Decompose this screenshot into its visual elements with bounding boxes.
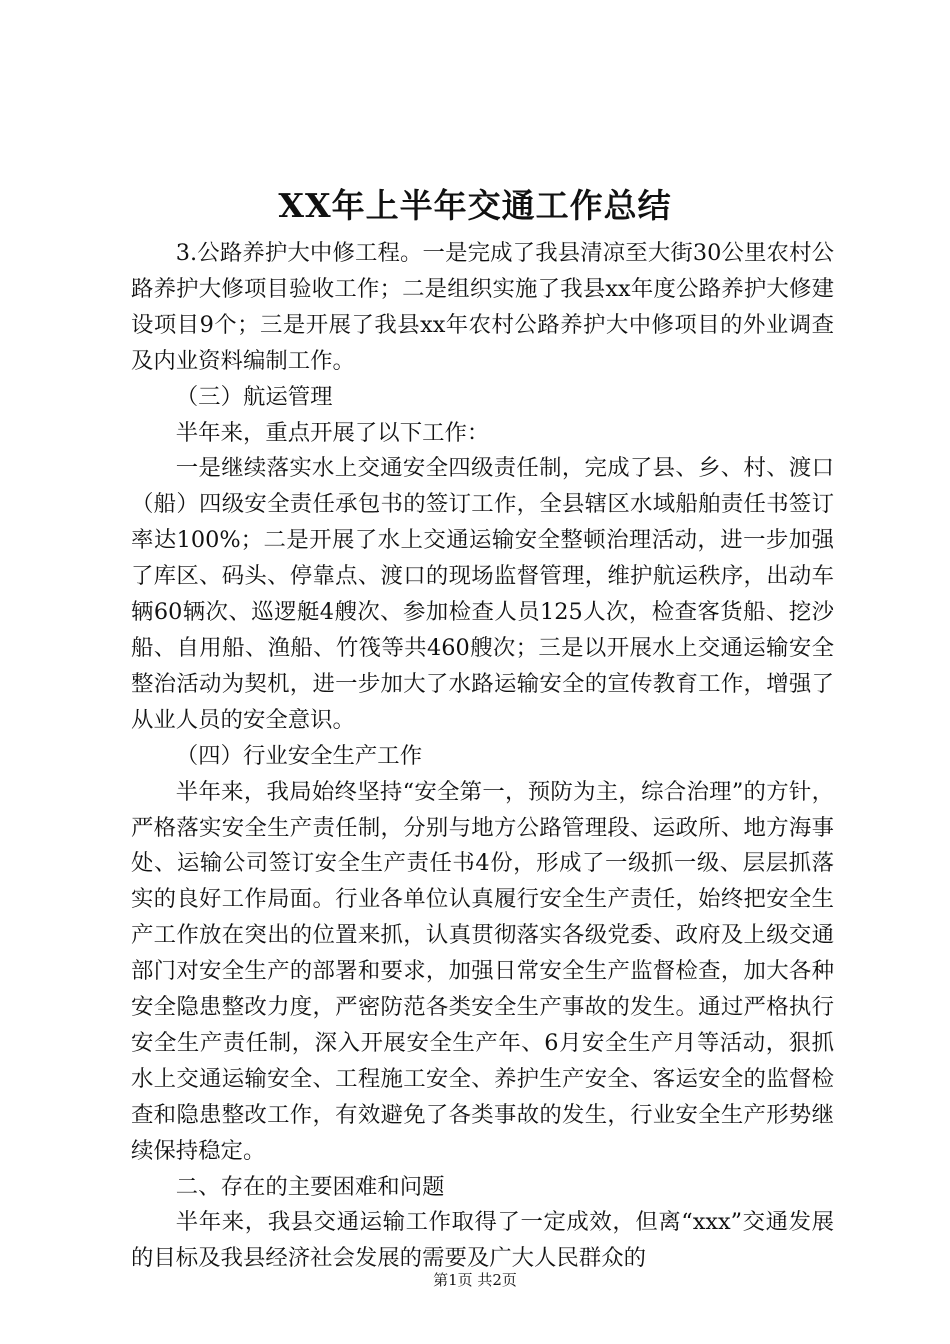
paragraph: 一是继续落实水上交通安全四级责任制，完成了县、乡、村、渡口（船）四级安全责任承包书的签订工作，全县辖区水域船舶责任书签订率达100%；二是开展了水上交通运输安全整顿治理活动，进一步加强了库区、码头、停靠点、渡口的现场监督管理，维护航运秩序，出动车辆60辆次、巡逻艇4艘次、参加检查人员125人次，检查客货船、挖沙船、自用船、渔船、竹筏等共460艘次；三是以开展水上交通运输安全整治活动为契机，进一步加大了水路运输安全的宣传教育工作，增强了从业人员的安全意识。 [131,455,834,733]
section-heading: （三）航运管理 [175,383,333,410]
paragraph: 半年来，我县交通运输工作取得了一定成效，但离“xxx”交通发展的目标及我县经济社会发展的需要及广大人民群众的 [131,1209,834,1272]
document-title: XX年上半年交通工作总结 [278,186,672,225]
document-body [131,236,834,1277]
section-heading: （四）行业安全生产工作 [175,742,423,769]
section-heading: 二、存在的主要困难和问题 [175,1173,445,1200]
page-footer: 第1页 共2页 [433,1271,517,1289]
paragraph: 半年来，我局始终坚持“安全第一，预防为主，综合治理”的方针，严格落实安全生产责任制，分别与地方公路管理段、运政所、地方海事处、运输公司签订安全生产责任书4份，形成了一级抓一级、层层抓落实的良好工作局面。行业各单位认真履行安全生产责任，始终把安全生产工作放在突出的位置来抓，认真贯彻落实各级党委、政府及上级交通部门对安全生产的部署和要求，加强日常安全生产监督检查，加大各种安全隐患整改力度，严密防范各类安全生产事故的发生。通过严格执行安全生产责任制，深入开展安全生产年、6月安全生产月等活动，狠抓水上交通运输安全、工程施工安全、养护生产安全、客运安全的监督检查和隐患整改工作，有效避免了各类事故的发生，行业安全生产形势继续保持稳定。 [131,778,834,1164]
paragraph: 3.公路养护大中修工程。一是完成了我县清凉至大街30公里农村公路养护大修项目验收工作；二是组织实施了我县xx年度公路养护大修建设项目9个；三是开展了我县xx年农村公路养护大中修项目的外业调查及内业资料编制工作。 [131,240,834,374]
paragraph: 半年来，重点开展了以下工作： [175,419,490,446]
